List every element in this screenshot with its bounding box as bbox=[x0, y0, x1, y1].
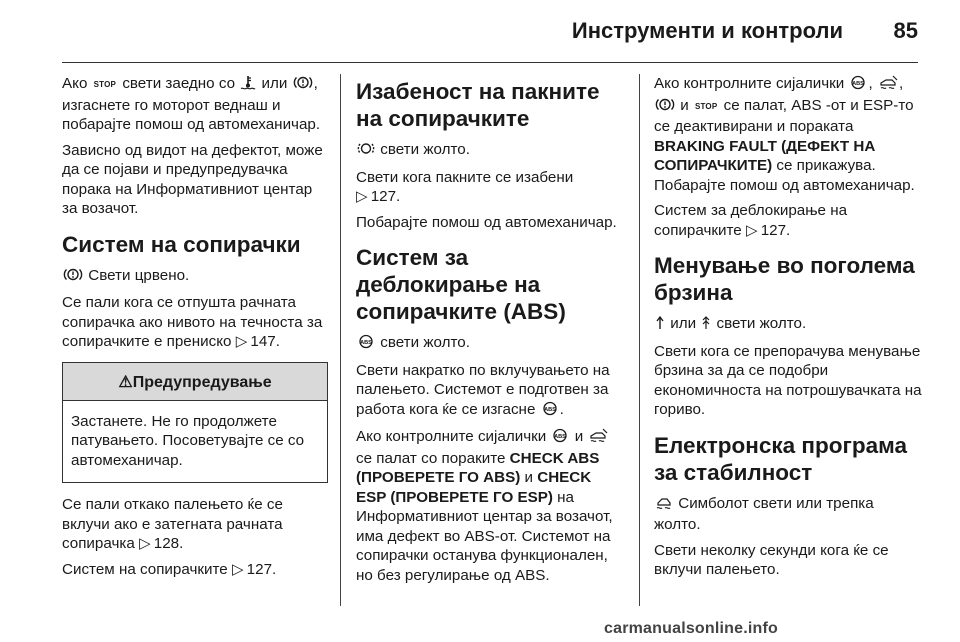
text: или bbox=[670, 315, 697, 332]
page-header bbox=[0, 0, 960, 70]
esp-off-icon bbox=[878, 75, 898, 96]
page-title: Инструменти и контроли bbox=[571, 18, 843, 43]
esp-off-icon bbox=[588, 428, 608, 449]
text: Се пали откако палењето ќе се вклучи ако е затегната рачната сопирачка bbox=[62, 496, 283, 552]
header-divider bbox=[62, 62, 918, 63]
watermark: carmanualsonline.info bbox=[604, 620, 779, 637]
column-1 bbox=[62, 74, 328, 585]
svg-text:ABS: ABS bbox=[554, 433, 567, 440]
text: свети жолто. bbox=[380, 141, 470, 158]
brake-warning-icon bbox=[63, 267, 83, 288]
paragraph bbox=[356, 427, 624, 585]
paragraph bbox=[356, 361, 624, 422]
paragraph-stop-warning bbox=[62, 74, 328, 135]
warning-header bbox=[63, 363, 327, 401]
page-reference-icon: ▷ bbox=[356, 188, 368, 205]
text: , bbox=[898, 75, 904, 92]
text: Симболот свети или трепка жолто. bbox=[654, 494, 874, 533]
abs-icon bbox=[357, 334, 375, 355]
paragraph bbox=[356, 168, 624, 207]
warning-body: Застанете. Не го продолжете патувањето. Посоветувајте се со автомеханичар. bbox=[71, 412, 305, 469]
column-3 bbox=[654, 74, 924, 586]
column-divider bbox=[340, 74, 341, 606]
section-heading-esp: Електронска програма за стабилност bbox=[654, 432, 907, 485]
shift-up-arrow-icon bbox=[701, 315, 711, 336]
page-reference-icon: ▷ bbox=[231, 560, 244, 578]
brake-warning-icon bbox=[655, 97, 675, 118]
svg-text:ABS: ABS bbox=[852, 80, 865, 87]
warning-triangle-icon: ⚠ bbox=[118, 373, 133, 391]
page-reference: 128. bbox=[153, 535, 184, 552]
paragraph bbox=[654, 494, 924, 535]
svg-text:ABS: ABS bbox=[360, 339, 372, 346]
section-heading-brake-system: Систем на сопирачки bbox=[62, 231, 301, 257]
text: Ако контролните сијалички bbox=[356, 428, 547, 445]
text: се палат, ABS -от и ESP-то се деактивирани и пораката bbox=[654, 96, 914, 135]
text: и bbox=[574, 428, 584, 445]
paragraph: Свети кога се препорачува менување брзина за да се подобри економичноста на потрошувачката на гориво. bbox=[654, 342, 922, 418]
paragraph bbox=[356, 333, 624, 355]
text: на Информативниот центар за возачот, има дефект во ABS-от. Системот на сопирачки останува функционален, но без регулирање од ABS. bbox=[356, 488, 613, 584]
text: Систем на сопирачките bbox=[62, 560, 228, 578]
column-divider bbox=[639, 74, 640, 606]
text: се палат со пораките bbox=[356, 449, 506, 467]
text: , изгаснете го моторот веднаш и побарајте помош од автомеханичар. bbox=[62, 75, 321, 133]
text: свети жолто. bbox=[380, 334, 470, 351]
text: . bbox=[559, 400, 564, 418]
text: Ако контролните сијалички bbox=[654, 75, 845, 92]
message-braking-fault: BRAKING FAULT (ДЕФЕКТ НА СОПИРАЧКИТЕ) bbox=[654, 137, 876, 174]
text: , bbox=[868, 75, 873, 92]
paragraph bbox=[356, 140, 624, 162]
section-heading-upshift: Менување во поголема брзина bbox=[654, 253, 915, 305]
text: Свети црвено. bbox=[88, 266, 190, 284]
abs-icon bbox=[541, 401, 559, 422]
message-check-esp: CHECK ESP (ПРОВЕРЕТЕ ГО ESP) bbox=[356, 469, 592, 506]
section-heading-abs: Систем за деблокирање на сопирачките (ABS) bbox=[356, 245, 566, 324]
stop-icon: STOP bbox=[694, 101, 718, 111]
section-heading-brake-pad-wear: Изабеност на пакните на сопирачките bbox=[356, 79, 600, 131]
page-number: 85 bbox=[893, 18, 918, 43]
text: свети жолто. bbox=[716, 315, 807, 332]
warning-box bbox=[62, 362, 328, 484]
stop-icon: STOP bbox=[93, 80, 117, 89]
text: и bbox=[680, 96, 689, 114]
text: и bbox=[524, 469, 533, 486]
brake-warning-icon bbox=[293, 75, 313, 96]
paragraph bbox=[654, 74, 924, 195]
abs-icon bbox=[849, 75, 867, 96]
text: Систем за деблокирање на сопирачките bbox=[654, 202, 848, 239]
text: Ако bbox=[62, 75, 88, 92]
paragraph bbox=[62, 266, 328, 288]
page-reference: 127. bbox=[370, 188, 401, 205]
upshift-icon bbox=[655, 315, 665, 336]
brake-pad-wear-icon bbox=[357, 141, 375, 162]
paragraph bbox=[654, 201, 924, 240]
text: Свети накратко по вклучувањето на палењето. Системот е подготвен за работа кога ќе се изгасне bbox=[356, 361, 610, 418]
paragraph bbox=[654, 314, 924, 336]
page-reference-icon: ▷ bbox=[139, 535, 151, 552]
page-reference: 127. bbox=[246, 560, 277, 578]
warning-title: Предупредување bbox=[132, 373, 272, 391]
message-check-abs: CHECK ABS (ПРОВЕРЕТЕ ГО ABS) bbox=[356, 449, 600, 486]
page-reference: 127. bbox=[760, 221, 791, 239]
paragraph bbox=[62, 560, 328, 580]
abs-icon bbox=[551, 428, 569, 449]
text: се прикажува. Побарајте помош од автомеханичар. bbox=[654, 157, 915, 194]
text: Свети кога пакните се изабени bbox=[356, 168, 574, 186]
paragraph: Зависно од видот на дефектот, може да се појави и предупредувачка порака на Информативниот центар за возачот. bbox=[62, 141, 323, 217]
paragraph bbox=[62, 293, 328, 352]
text: свети заедно со bbox=[122, 75, 236, 92]
page-reference: 147. bbox=[250, 333, 280, 350]
esp-icon bbox=[655, 495, 673, 516]
paragraph bbox=[62, 495, 328, 554]
svg-text:ABS: ABS bbox=[543, 406, 556, 413]
paragraph: Побарајте помош од автомеханичар. bbox=[356, 213, 617, 231]
paragraph: Свети неколку секунди кога ќе се вклучи палењето. bbox=[654, 541, 889, 578]
text: или bbox=[261, 75, 288, 92]
text: Се пали кога се отпушта рачната сопирачка ако нивото на течноста за сопирачките е прениско bbox=[62, 294, 323, 350]
coolant-temperature-icon bbox=[240, 75, 256, 96]
page-reference-icon: ▷ bbox=[746, 221, 758, 239]
column-2 bbox=[356, 74, 624, 591]
page-reference-icon: ▷ bbox=[235, 333, 248, 350]
